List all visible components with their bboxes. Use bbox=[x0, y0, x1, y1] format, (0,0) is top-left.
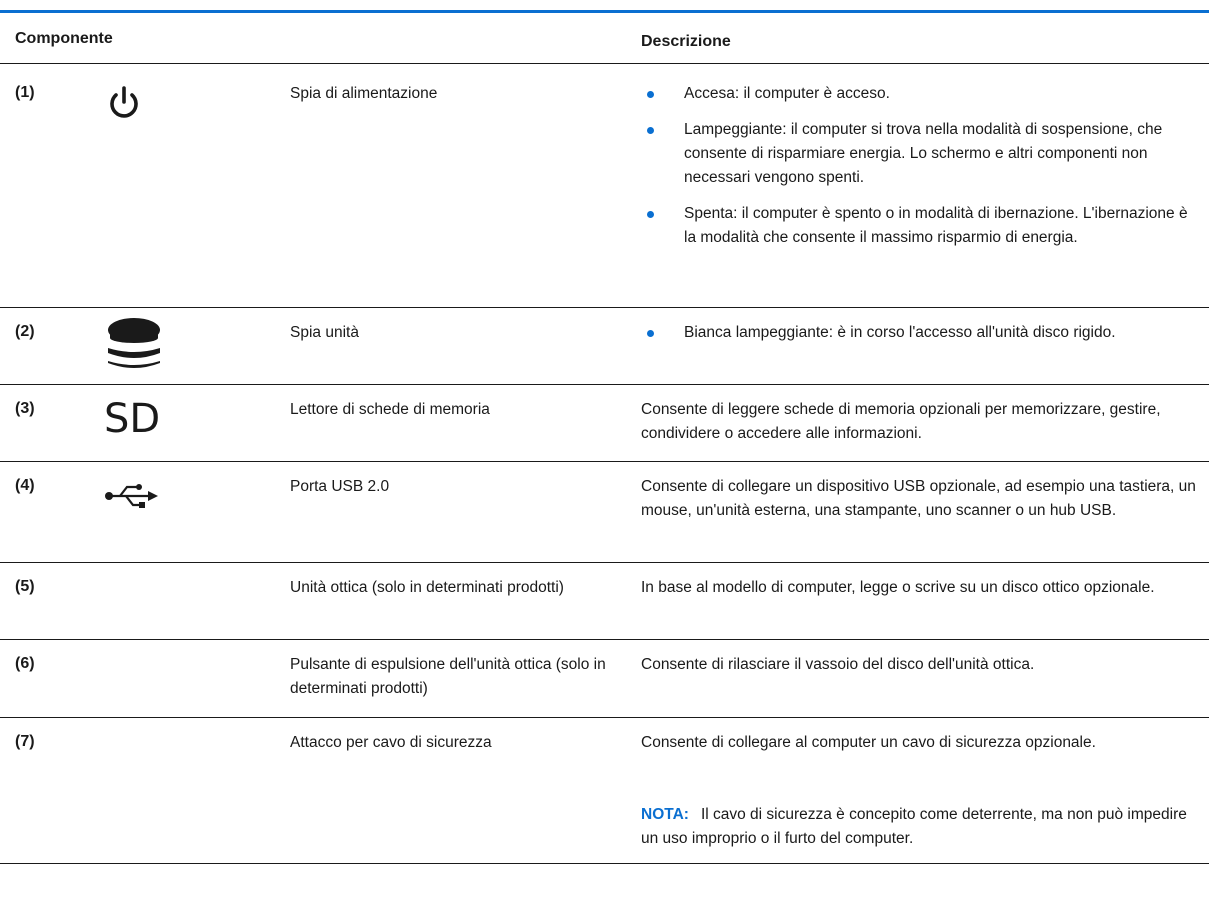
component-name: Unità ottica (solo in determinati prodotti) bbox=[290, 579, 564, 596]
row-divider bbox=[0, 562, 1209, 563]
component-name: Lettore di schede di memoria bbox=[290, 401, 490, 418]
component-description: Consente di collegare un dispositivo USB opzionale, ad esempio una tastiera, un mouse, un'unità esterna, una stampante, uno scanner o un hub USB. bbox=[641, 478, 1196, 519]
header-component: Componente bbox=[15, 30, 113, 47]
component-description: Consente di leggere schede di memoria opzionali per memorizzare, gestire, condividere o accedere alle informazioni. bbox=[641, 401, 1161, 442]
row-number: (7) bbox=[15, 733, 35, 750]
component-name: Porta USB 2.0 bbox=[290, 478, 390, 495]
row-number: (3) bbox=[15, 400, 35, 417]
row-divider bbox=[0, 863, 1209, 864]
list-item: Accesa: il computer è acceso. bbox=[641, 82, 1201, 106]
row-number: (6) bbox=[15, 655, 35, 672]
table-row bbox=[0, 641, 1209, 718]
row-divider bbox=[0, 307, 1209, 308]
component-description: In base al modello di computer, legge o scrive su un disco ottico opzionale. bbox=[641, 579, 1155, 596]
power-icon bbox=[104, 86, 164, 136]
row-divider bbox=[0, 717, 1209, 718]
list-item: Lampeggiante: il computer si trova nella modalità di sospensione, che consente di risparmiare energia. Lo schermo e altri componenti non necessari vengono spenti. bbox=[641, 118, 1201, 190]
description-list bbox=[641, 82, 1201, 262]
row-divider bbox=[0, 384, 1209, 385]
component-description: Consente di rilasciare il vassoio del disco dell'unità ottica. bbox=[641, 656, 1035, 673]
component-name: Attacco per cavo di sicurezza bbox=[290, 734, 492, 751]
list-item: Spenta: il computer è spento o in modalità di ibernazione. L'ibernazione è la modalità che consente il massimo risparmio di energia. bbox=[641, 202, 1201, 250]
row-number: (4) bbox=[15, 477, 35, 494]
row-number: (5) bbox=[15, 578, 35, 595]
component-name: Spia unità bbox=[290, 324, 359, 341]
row-number: (1) bbox=[15, 84, 35, 101]
component-description: Consente di collegare al computer un cavo di sicurezza opzionale. bbox=[641, 734, 1096, 751]
drive-icon bbox=[104, 317, 164, 367]
table-row bbox=[0, 386, 1209, 462]
row-number: (2) bbox=[15, 323, 35, 340]
usb-icon bbox=[104, 481, 164, 531]
table-row bbox=[0, 463, 1209, 563]
component-name: Spia di alimentazione bbox=[290, 85, 438, 102]
table-row bbox=[0, 309, 1209, 385]
note-block bbox=[641, 803, 1201, 851]
row-divider bbox=[0, 639, 1209, 640]
list-item: Bianca lampeggiante: è in corso l'accesso all'unità disco rigido. bbox=[641, 321, 1201, 345]
note-text: Il cavo di sicurezza è concepito come deterrente, ma non può impedire un uso improprio o il furto del computer. bbox=[641, 806, 1187, 847]
row-divider bbox=[0, 461, 1209, 462]
top-accent-rule bbox=[0, 10, 1209, 13]
table-row bbox=[0, 564, 1209, 640]
table-row bbox=[0, 719, 1209, 864]
header-description: Descrizione bbox=[641, 33, 731, 50]
sd-card-icon: SD bbox=[104, 396, 161, 442]
table-row bbox=[0, 64, 1209, 308]
component-name: Pulsante di espulsione dell'unità ottica (solo in determinati prodotti) bbox=[290, 656, 606, 697]
description-list bbox=[641, 321, 1201, 357]
note-label: NOTA: bbox=[641, 806, 689, 823]
